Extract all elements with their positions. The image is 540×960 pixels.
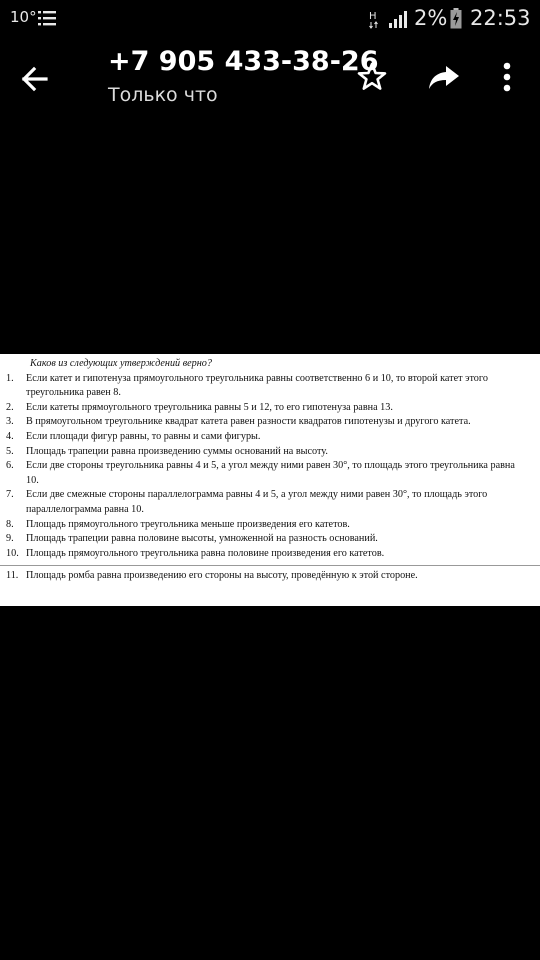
statement-item — [0, 372, 540, 401]
statement-item — [0, 569, 540, 584]
statement-text: Площадь прямоугольного треугольника меньше произведения его катетов. — [26, 518, 350, 530]
clock-time: 22:53 — [470, 6, 531, 30]
statement-number: 6. — [6, 460, 14, 472]
battery-charging-icon — [450, 8, 462, 29]
statement-number: 3. — [6, 416, 14, 428]
statement-number: 4. — [6, 430, 14, 442]
statement-text: В прямоугольном треугольнике квадрат катета равен разности квадратов гипотенузы и другого катета. — [26, 416, 471, 428]
sender-phone-number: +7 905 433-38-26 — [108, 46, 379, 77]
message-image[interactable] — [0, 354, 540, 606]
statement-text: Площадь трапеции равна произведению суммы оснований на высоту. — [26, 445, 328, 457]
statements-list — [0, 372, 540, 584]
share-forward-icon — [426, 60, 462, 94]
statement-item — [0, 445, 540, 460]
statement-number: 7. — [6, 489, 14, 501]
statement-text: Если площади фигур равны, то равны и сами фигуры. — [26, 430, 261, 442]
network-type-text: H — [369, 11, 377, 22]
statement-number: 5. — [6, 445, 14, 457]
statement-text: Если две стороны треугольника равны 4 и 5, а угол между ними равен 30°, то площадь этого треугольника равна 10. — [26, 460, 515, 486]
back-arrow-icon — [18, 62, 52, 96]
statement-text: Площадь прямоугольного треугольника равна половине произведения его катетов. — [26, 547, 385, 559]
share-button[interactable] — [426, 60, 462, 94]
more-options-button[interactable] — [494, 60, 520, 94]
statement-number: 9. — [6, 533, 14, 545]
statement-number: 2. — [6, 401, 14, 413]
statement-text: Если катет и гипотенуза прямоугольного треугольника равны соответственно 6 и 10, то второй катет этого треугольника равен 8. — [26, 372, 488, 399]
signal-icon — [388, 9, 408, 29]
statement-text: Площадь ромба равна произведению его стороны на высоту, проведённую к этой стороне. — [26, 570, 418, 582]
statement-number: 8. — [6, 518, 14, 530]
statement-number: 10. — [6, 547, 19, 559]
statement-number: 11. — [6, 570, 19, 582]
statement-item — [0, 459, 540, 488]
statement-item — [0, 532, 540, 547]
statement-item — [0, 488, 540, 517]
back-button[interactable] — [18, 62, 52, 96]
statement-item — [0, 547, 540, 562]
star-icon — [355, 60, 389, 94]
statement-text: Если катеты прямоугольного треугольника равны 5 и 12, то его гипотенуза равна 13. — [26, 401, 393, 413]
statement-item — [0, 415, 540, 430]
statement-item — [0, 401, 540, 416]
statement-item — [0, 518, 540, 533]
network-type-icon — [368, 9, 380, 29]
statement-number: 1. — [6, 372, 14, 384]
notification-list-icon — [38, 10, 56, 26]
temperature-text: 10° — [10, 8, 37, 26]
battery-percent: 2% — [414, 6, 448, 30]
message-timestamp: Только что — [108, 84, 218, 106]
statement-text: Площадь трапеции равна половине высоты, умноженной на разность оснований. — [26, 533, 378, 545]
star-button[interactable] — [355, 60, 389, 94]
statement-text: Если две смежные стороны параллелограмма равны 4 и 5, а угол между ними равен 30°, то площадь этого параллелограмма равна 10. — [26, 489, 488, 515]
more-vert-icon — [494, 60, 520, 94]
separator-line — [0, 565, 540, 566]
statement-item — [0, 430, 540, 445]
question-title: Каков из следующих утверждений верно? — [30, 358, 212, 369]
status-bar — [0, 0, 540, 38]
